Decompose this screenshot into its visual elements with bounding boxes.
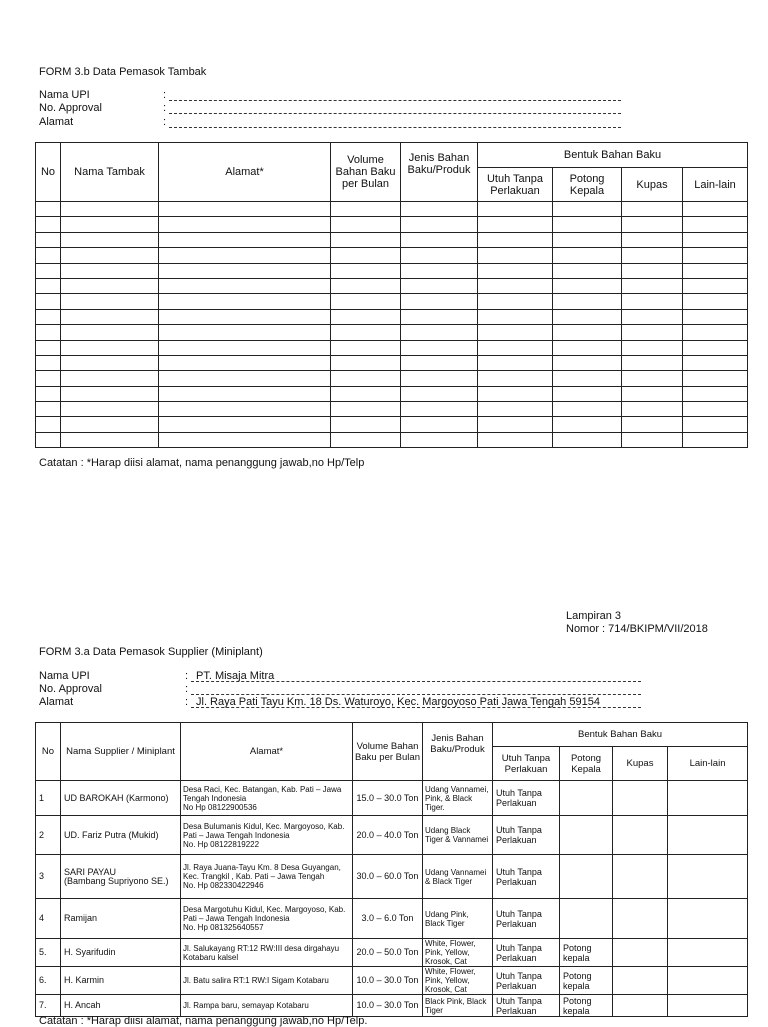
empty-cell[interactable] bbox=[622, 325, 683, 340]
empty-cell[interactable] bbox=[683, 309, 748, 324]
empty-cell[interactable] bbox=[61, 248, 159, 263]
form-3a-field-no-approval bbox=[39, 683, 649, 696]
empty-cell[interactable] bbox=[401, 432, 478, 447]
empty-cell[interactable] bbox=[401, 202, 478, 217]
volume-value: 20.0 – 50.0 Ton bbox=[353, 939, 423, 967]
empty-cell[interactable] bbox=[683, 294, 748, 309]
empty-cell[interactable] bbox=[61, 325, 159, 340]
empty-cell[interactable] bbox=[61, 402, 159, 417]
field-colon: : bbox=[185, 683, 189, 695]
volume-value: 30.0 – 60.0 Ton bbox=[353, 855, 423, 899]
table-row bbox=[36, 263, 748, 278]
empty-cell[interactable] bbox=[622, 202, 683, 217]
field-colon: : bbox=[185, 670, 189, 682]
empty-cell[interactable] bbox=[61, 432, 159, 447]
empty-cell[interactable] bbox=[553, 402, 622, 417]
empty-cell[interactable] bbox=[478, 202, 553, 217]
empty-cell[interactable] bbox=[401, 355, 478, 370]
empty-cell[interactable] bbox=[478, 217, 553, 232]
empty-cell[interactable] bbox=[159, 248, 331, 263]
empty-cell[interactable] bbox=[331, 278, 401, 293]
form-lain bbox=[668, 781, 748, 816]
form-3a-table-body bbox=[36, 781, 748, 1017]
empty-cell[interactable] bbox=[36, 248, 61, 263]
supplier-name: UD BAROKAH (Karmono) bbox=[61, 781, 181, 816]
empty-cell[interactable] bbox=[331, 386, 401, 401]
form-utuh: Utuh Tanpa Perlakuan bbox=[493, 781, 560, 816]
empty-cell[interactable] bbox=[622, 278, 683, 293]
empty-cell[interactable] bbox=[61, 294, 159, 309]
empty-cell[interactable] bbox=[61, 217, 159, 232]
table-row bbox=[36, 278, 748, 293]
header-utuh: Utuh Tanpa Perlakuan bbox=[478, 168, 553, 202]
empty-cell[interactable] bbox=[683, 217, 748, 232]
empty-cell[interactable] bbox=[331, 263, 401, 278]
empty-cell[interactable] bbox=[478, 340, 553, 355]
empty-cell[interactable] bbox=[159, 263, 331, 278]
empty-cell[interactable] bbox=[36, 232, 61, 247]
header-potong: Potong Kepala bbox=[553, 168, 622, 202]
empty-cell[interactable] bbox=[478, 355, 553, 370]
lampiran-nomor: Nomor : 714/BKIPM/VII/2018 bbox=[566, 623, 708, 635]
empty-cell[interactable] bbox=[36, 325, 61, 340]
table-row bbox=[36, 899, 748, 939]
form-3b-field-alamat bbox=[39, 116, 639, 129]
empty-cell[interactable] bbox=[553, 202, 622, 217]
empty-cell[interactable] bbox=[622, 432, 683, 447]
header-lain: Lain-lain bbox=[683, 168, 748, 202]
supplier-name: H. Ancah bbox=[61, 995, 181, 1017]
form-kupas bbox=[613, 939, 668, 967]
form-3a-table bbox=[35, 722, 748, 1017]
empty-cell[interactable] bbox=[478, 232, 553, 247]
empty-cell[interactable] bbox=[61, 232, 159, 247]
form-3a-field-alamat bbox=[39, 696, 649, 709]
empty-cell[interactable] bbox=[553, 278, 622, 293]
empty-cell[interactable] bbox=[159, 417, 331, 432]
empty-cell[interactable] bbox=[553, 340, 622, 355]
empty-cell[interactable] bbox=[683, 355, 748, 370]
empty-cell[interactable] bbox=[622, 417, 683, 432]
supplier-name: H. Syarifudin bbox=[61, 939, 181, 967]
empty-cell[interactable] bbox=[478, 278, 553, 293]
header-nama-tambak: Nama Tambak bbox=[61, 143, 159, 202]
empty-cell[interactable] bbox=[401, 402, 478, 417]
empty-cell[interactable] bbox=[331, 371, 401, 386]
form-kupas bbox=[613, 781, 668, 816]
table-row bbox=[36, 340, 748, 355]
empty-cell[interactable] bbox=[683, 202, 748, 217]
header-potong: Potong Kepala bbox=[560, 747, 613, 781]
empty-cell[interactable] bbox=[36, 309, 61, 324]
fill-line[interactable] bbox=[169, 102, 621, 114]
empty-cell[interactable] bbox=[478, 248, 553, 263]
empty-cell[interactable] bbox=[401, 248, 478, 263]
header-bentuk: Bentuk Bahan Baku bbox=[478, 143, 748, 168]
empty-cell[interactable] bbox=[159, 217, 331, 232]
form-3a-field-nama-upi bbox=[39, 670, 649, 683]
empty-cell[interactable] bbox=[159, 278, 331, 293]
empty-cell[interactable] bbox=[622, 217, 683, 232]
table-row bbox=[36, 967, 748, 995]
row-number: 4 bbox=[36, 899, 61, 939]
empty-cell[interactable] bbox=[331, 417, 401, 432]
form-lain bbox=[668, 967, 748, 995]
empty-cell[interactable] bbox=[61, 340, 159, 355]
supplier-address: Jl. Salukayang RT:12 RW:III desa dirgahayu Kotabaru kalsel bbox=[181, 939, 353, 967]
form-potong bbox=[560, 781, 613, 816]
table-row bbox=[36, 386, 748, 401]
product-type: White, Flower, Pink, Yellow, Krosok, Cat bbox=[423, 939, 493, 967]
table-row bbox=[36, 855, 748, 899]
empty-cell[interactable] bbox=[36, 371, 61, 386]
supplier-name: H. Karmin bbox=[61, 967, 181, 995]
empty-cell[interactable] bbox=[683, 340, 748, 355]
form-utuh: Utuh Tanpa Perlakuan bbox=[493, 939, 560, 967]
empty-cell[interactable] bbox=[36, 432, 61, 447]
header-no: No bbox=[36, 723, 61, 781]
empty-cell[interactable] bbox=[331, 402, 401, 417]
empty-cell[interactable] bbox=[622, 232, 683, 247]
table-row bbox=[36, 816, 748, 855]
form-lain bbox=[668, 816, 748, 855]
empty-cell[interactable] bbox=[622, 263, 683, 278]
table-row bbox=[36, 294, 748, 309]
form-potong: Potong kepala bbox=[560, 995, 613, 1017]
field-label: Alamat bbox=[39, 116, 74, 128]
empty-cell[interactable] bbox=[478, 309, 553, 324]
empty-cell[interactable] bbox=[331, 355, 401, 370]
empty-cell[interactable] bbox=[61, 278, 159, 293]
empty-cell[interactable] bbox=[622, 355, 683, 370]
empty-cell[interactable] bbox=[159, 232, 331, 247]
empty-cell[interactable] bbox=[36, 294, 61, 309]
empty-cell[interactable] bbox=[331, 232, 401, 247]
table-row bbox=[36, 402, 748, 417]
empty-cell[interactable] bbox=[478, 432, 553, 447]
product-type: Udang Vannamei, Pink, & Black Tiger. bbox=[423, 781, 493, 816]
empty-cell[interactable] bbox=[622, 340, 683, 355]
table-row bbox=[36, 432, 748, 447]
form-utuh: Utuh Tanpa Perlakuan bbox=[493, 899, 560, 939]
lampiran-block bbox=[566, 610, 708, 636]
empty-cell[interactable] bbox=[36, 340, 61, 355]
empty-cell[interactable] bbox=[61, 417, 159, 432]
empty-cell[interactable] bbox=[159, 371, 331, 386]
empty-cell[interactable] bbox=[683, 371, 748, 386]
empty-cell[interactable] bbox=[553, 417, 622, 432]
empty-cell[interactable] bbox=[478, 325, 553, 340]
empty-cell[interactable] bbox=[331, 325, 401, 340]
supplier-address: Desa Bulumanis Kidul, Kec. Margoyoso, Kab. Pati – Jawa Tengah Indonesia No. Hp 08122819222 bbox=[181, 816, 353, 855]
table-row bbox=[36, 217, 748, 232]
field-colon: : bbox=[163, 89, 167, 101]
empty-cell[interactable] bbox=[36, 278, 61, 293]
header-kupas: Kupas bbox=[613, 747, 668, 781]
form-3b-note: Catatan : *Harap diisi alamat, nama penanggung jawab,no Hp/Telp bbox=[39, 457, 365, 469]
fill-line[interactable] bbox=[191, 683, 641, 695]
product-type: Black Pink, Black Tiger bbox=[423, 995, 493, 1017]
fill-line[interactable] bbox=[169, 89, 621, 101]
empty-cell[interactable] bbox=[159, 355, 331, 370]
empty-cell[interactable] bbox=[331, 202, 401, 217]
empty-cell[interactable] bbox=[401, 340, 478, 355]
empty-cell[interactable] bbox=[683, 432, 748, 447]
table-row bbox=[36, 371, 748, 386]
table-row bbox=[36, 939, 748, 967]
table-row bbox=[36, 355, 748, 370]
empty-cell[interactable] bbox=[159, 309, 331, 324]
empty-cell[interactable] bbox=[553, 232, 622, 247]
field-label: Nama UPI bbox=[39, 670, 90, 682]
header-volume: Volume Bahan Baku per Bulan bbox=[331, 143, 401, 202]
field-colon: : bbox=[185, 696, 189, 708]
empty-cell[interactable] bbox=[683, 232, 748, 247]
header-volume: Volume Bahan Baku per Bulan bbox=[353, 723, 423, 781]
empty-cell[interactable] bbox=[36, 202, 61, 217]
empty-cell[interactable] bbox=[553, 248, 622, 263]
form-3b-table-body bbox=[36, 202, 748, 448]
empty-cell[interactable] bbox=[159, 386, 331, 401]
empty-cell[interactable] bbox=[622, 248, 683, 263]
empty-cell[interactable] bbox=[553, 355, 622, 370]
form-utuh: Utuh Tanpa Perlakuan bbox=[493, 855, 560, 899]
form-lain bbox=[668, 855, 748, 899]
field-colon: : bbox=[163, 102, 167, 114]
table-row bbox=[36, 995, 748, 1017]
supplier-address: Jl. Batu salira RT:1 RW:I Sigam Kotabaru bbox=[181, 967, 353, 995]
form-3a-title: FORM 3.a Data Pemasok Supplier (Miniplant) bbox=[39, 646, 263, 658]
empty-cell[interactable] bbox=[401, 386, 478, 401]
volume-value: 10.0 – 30.0 Ton bbox=[353, 967, 423, 995]
empty-cell[interactable] bbox=[401, 309, 478, 324]
empty-cell[interactable] bbox=[553, 294, 622, 309]
form-3b-title: FORM 3.b Data Pemasok Tambak bbox=[39, 66, 207, 78]
row-number: 1 bbox=[36, 781, 61, 816]
table-row bbox=[36, 309, 748, 324]
form-3b-table bbox=[35, 142, 748, 448]
empty-cell[interactable] bbox=[401, 417, 478, 432]
empty-cell[interactable] bbox=[478, 371, 553, 386]
form-kupas bbox=[613, 899, 668, 939]
empty-cell[interactable] bbox=[331, 217, 401, 232]
form-kupas bbox=[613, 967, 668, 995]
empty-cell[interactable] bbox=[478, 263, 553, 278]
empty-cell[interactable] bbox=[622, 371, 683, 386]
empty-cell[interactable] bbox=[36, 402, 61, 417]
form-kupas bbox=[613, 855, 668, 899]
empty-cell[interactable] bbox=[478, 294, 553, 309]
empty-cell[interactable] bbox=[401, 278, 478, 293]
header-alamat: Alamat* bbox=[159, 143, 331, 202]
form-potong: Potong kepala bbox=[560, 939, 613, 967]
row-number: 6. bbox=[36, 967, 61, 995]
row-number: 5. bbox=[36, 939, 61, 967]
supplier-name: Ramijan bbox=[61, 899, 181, 939]
field-label: No. Approval bbox=[39, 102, 102, 114]
empty-cell[interactable] bbox=[36, 355, 61, 370]
empty-cell[interactable] bbox=[401, 325, 478, 340]
empty-cell[interactable] bbox=[159, 340, 331, 355]
product-type: Udang Black Tiger & Vannamei bbox=[423, 816, 493, 855]
empty-cell[interactable] bbox=[622, 386, 683, 401]
table-row bbox=[36, 202, 748, 217]
empty-cell[interactable] bbox=[553, 217, 622, 232]
table-row bbox=[36, 232, 748, 247]
empty-cell[interactable] bbox=[401, 371, 478, 386]
empty-cell[interactable] bbox=[36, 263, 61, 278]
empty-cell[interactable] bbox=[331, 340, 401, 355]
header-no: No bbox=[36, 143, 61, 202]
volume-value: 20.0 – 40.0 Ton bbox=[353, 816, 423, 855]
header-nama-supplier: Nama Supplier / Miniplant bbox=[61, 723, 181, 781]
form-kupas bbox=[613, 995, 668, 1017]
empty-cell[interactable] bbox=[331, 309, 401, 324]
empty-cell[interactable] bbox=[683, 325, 748, 340]
header-lain: Lain-lain bbox=[668, 747, 748, 781]
empty-cell[interactable] bbox=[159, 325, 331, 340]
empty-cell[interactable] bbox=[622, 402, 683, 417]
volume-value: 15.0 – 30.0 Ton bbox=[353, 781, 423, 816]
product-type: Udang Vannamei & Black Tiger bbox=[423, 855, 493, 899]
row-number: 7. bbox=[36, 995, 61, 1017]
header-utuh: Utuh Tanpa Perlakuan bbox=[493, 747, 560, 781]
empty-cell[interactable] bbox=[683, 417, 748, 432]
form-utuh: Utuh Tanpa Perlakuan bbox=[493, 995, 560, 1017]
header-alamat: Alamat* bbox=[181, 723, 353, 781]
empty-cell[interactable] bbox=[159, 202, 331, 217]
empty-cell[interactable] bbox=[401, 294, 478, 309]
empty-cell[interactable] bbox=[553, 386, 622, 401]
empty-cell[interactable] bbox=[553, 371, 622, 386]
empty-cell[interactable] bbox=[401, 232, 478, 247]
empty-cell[interactable] bbox=[683, 402, 748, 417]
header-bentuk: Bentuk Bahan Baku bbox=[493, 723, 748, 747]
empty-cell[interactable] bbox=[36, 417, 61, 432]
empty-cell[interactable] bbox=[553, 432, 622, 447]
empty-cell[interactable] bbox=[622, 309, 683, 324]
form-potong bbox=[560, 855, 613, 899]
row-number: 3 bbox=[36, 855, 61, 899]
supplier-name: SARI PAYAU (Bambang Supriyono SE.) bbox=[61, 855, 181, 899]
lampiran-label: Lampiran 3 bbox=[566, 610, 622, 622]
empty-cell[interactable] bbox=[478, 402, 553, 417]
empty-cell[interactable] bbox=[61, 371, 159, 386]
empty-cell[interactable] bbox=[61, 386, 159, 401]
header-jenis: Jenis Bahan Baku/Produk bbox=[423, 723, 493, 781]
field-value-nama-upi: PT. Misaja Mitra bbox=[196, 670, 275, 682]
form-potong: Potong kepala bbox=[560, 967, 613, 995]
empty-cell[interactable] bbox=[36, 217, 61, 232]
table-row bbox=[36, 417, 748, 432]
empty-cell[interactable] bbox=[61, 202, 159, 217]
table-row bbox=[36, 325, 748, 340]
empty-cell[interactable] bbox=[331, 432, 401, 447]
empty-cell[interactable] bbox=[683, 386, 748, 401]
table-row bbox=[36, 781, 748, 816]
supplier-address: Desa Raci, Kec. Batangan, Kab. Pati – Jawa Tengah Indonesia No Hp 08122900536 bbox=[181, 781, 353, 816]
form-kupas bbox=[613, 816, 668, 855]
empty-cell[interactable] bbox=[553, 263, 622, 278]
empty-cell[interactable] bbox=[159, 432, 331, 447]
fill-line[interactable] bbox=[169, 116, 621, 128]
empty-cell[interactable] bbox=[331, 294, 401, 309]
table-row bbox=[36, 248, 748, 263]
form-potong bbox=[560, 816, 613, 855]
empty-cell[interactable] bbox=[553, 325, 622, 340]
empty-cell[interactable] bbox=[478, 417, 553, 432]
field-value-alamat: Jl. Raya Pati Tayu Km. 18 Ds. Waturoyo, Kec. Margoyoso Pati Jawa Tengah 59154 bbox=[196, 696, 600, 708]
empty-cell[interactable] bbox=[622, 294, 683, 309]
field-colon: : bbox=[163, 116, 167, 128]
supplier-address: Desa Margotuhu Kidul, Kec. Margoyoso, Kab. Pati – Jawa Tengah Indonesia No. Hp 081325640557 bbox=[181, 899, 353, 939]
form-utuh: Utuh Tanpa Perlakuan bbox=[493, 816, 560, 855]
form-lain bbox=[668, 899, 748, 939]
empty-cell[interactable] bbox=[401, 217, 478, 232]
header-jenis: Jenis Bahan Baku/Produk bbox=[401, 143, 478, 202]
empty-cell[interactable] bbox=[401, 263, 478, 278]
volume-value: 3.0 – 6.0 Ton bbox=[353, 899, 423, 939]
form-3a-note: Catatan : *Harap diisi alamat, nama penanggung jawab,no Hp/Telp. bbox=[39, 1015, 368, 1027]
supplier-name: UD. Fariz Putra (Mukid) bbox=[61, 816, 181, 855]
form-utuh: Utuh Tanpa Perlakuan bbox=[493, 967, 560, 995]
field-label: Alamat bbox=[39, 696, 74, 708]
product-type: White, Flower, Pink, Yellow, Krosok, Cat bbox=[423, 967, 493, 995]
product-type: Udang Pink, Black Tiger bbox=[423, 899, 493, 939]
empty-cell[interactable] bbox=[478, 386, 553, 401]
form-lain bbox=[668, 939, 748, 967]
empty-cell[interactable] bbox=[331, 248, 401, 263]
form-lain bbox=[668, 995, 748, 1017]
field-label: Nama UPI bbox=[39, 89, 90, 101]
empty-cell[interactable] bbox=[61, 355, 159, 370]
form-3b-field-nama-upi bbox=[39, 89, 639, 102]
empty-cell[interactable] bbox=[61, 309, 159, 324]
empty-cell[interactable] bbox=[683, 263, 748, 278]
supplier-address: Jl. Raya Juana-Tayu Km. 8 Desa Guyangan, Kec. Trangkil , Kab. Pati – Jawa Tengah No. Hp 082330422946 bbox=[181, 855, 353, 899]
empty-cell[interactable] bbox=[159, 294, 331, 309]
row-number: 2 bbox=[36, 816, 61, 855]
form-potong bbox=[560, 899, 613, 939]
empty-cell[interactable] bbox=[159, 402, 331, 417]
form-3b-field-no-approval bbox=[39, 102, 639, 115]
volume-value: 10.0 – 30.0 Ton bbox=[353, 995, 423, 1017]
field-label: No. Approval bbox=[39, 683, 102, 695]
supplier-address: Jl. Rampa baru, semayap Kotabaru bbox=[181, 995, 353, 1017]
empty-cell[interactable] bbox=[553, 309, 622, 324]
empty-cell[interactable] bbox=[61, 263, 159, 278]
empty-cell[interactable] bbox=[683, 278, 748, 293]
header-kupas: Kupas bbox=[622, 168, 683, 202]
empty-cell[interactable] bbox=[683, 248, 748, 263]
empty-cell[interactable] bbox=[36, 386, 61, 401]
